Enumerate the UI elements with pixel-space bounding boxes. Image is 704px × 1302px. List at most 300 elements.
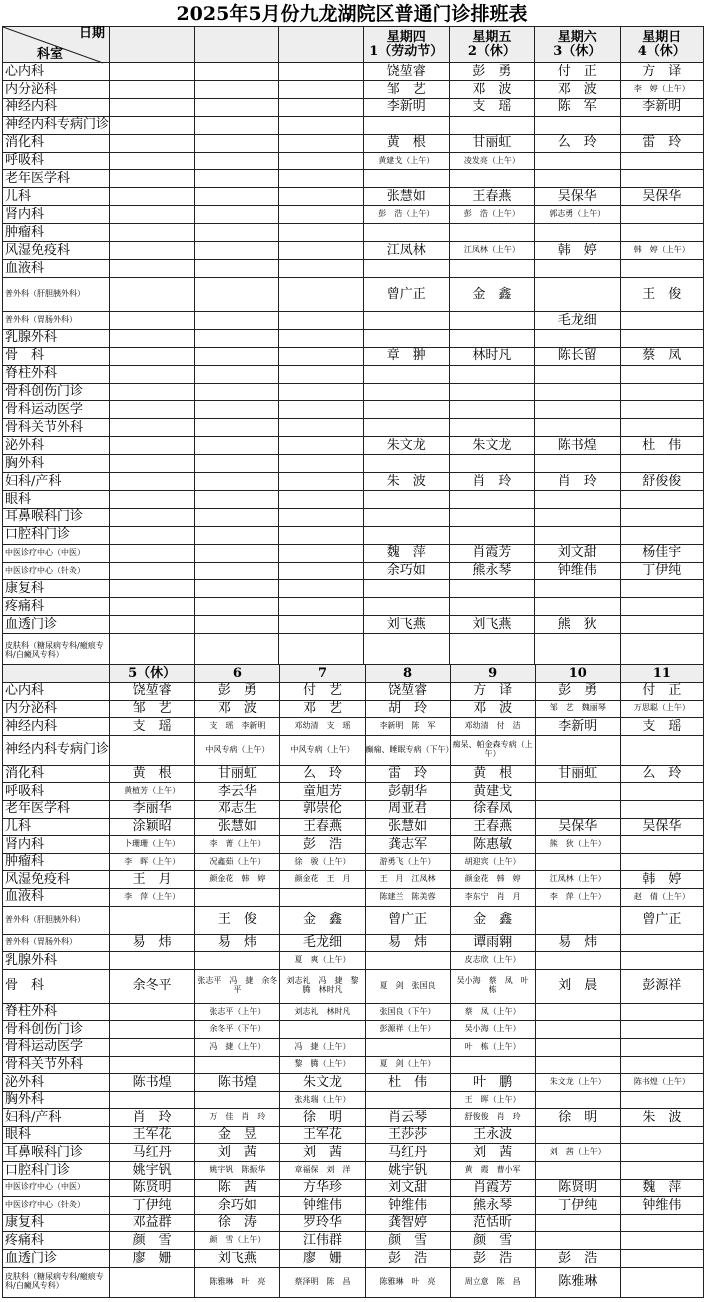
schedule-cell — [110, 188, 195, 206]
schedule-cell: 蔡泽明 陈 昌 — [280, 1267, 365, 1297]
schedule-cell — [535, 1126, 620, 1144]
dept-name: 消化科 — [3, 765, 110, 783]
schedule-cell: 张兆瑞（上午） — [280, 1091, 365, 1109]
dept-name: 肿瘤科 — [3, 224, 110, 242]
table-row — [3, 224, 704, 242]
schedule-cell: 颜金花 韩 婷 — [195, 871, 280, 889]
schedule-cell: 章 翀 — [363, 347, 449, 365]
schedule-cell — [620, 1162, 703, 1180]
schedule-cell — [110, 152, 195, 170]
schedule-cell: 江凤林（上午） — [449, 242, 534, 260]
schedule-cell — [363, 598, 449, 616]
schedule-cell — [620, 853, 703, 871]
table-row — [3, 401, 704, 419]
table-row — [3, 259, 704, 277]
schedule-cell — [194, 63, 279, 81]
schedule-cell: 钟维伟 — [365, 1197, 450, 1215]
schedule-cell — [194, 242, 279, 260]
schedule-cell: 彭 浩 — [280, 836, 365, 854]
schedule-cell — [535, 783, 620, 801]
schedule-cell — [195, 1091, 280, 1109]
schedule-cell: 肖霞芳 — [449, 544, 534, 562]
table-row — [3, 134, 704, 152]
dept-name: 普外科（肝胆胰外科） — [3, 906, 110, 934]
schedule-cell — [280, 888, 365, 906]
schedule-cell — [194, 401, 279, 419]
schedule-cell — [279, 170, 364, 188]
schedule-cell — [279, 508, 364, 526]
schedule-cell — [110, 1091, 195, 1109]
schedule-cell: 李 萍（上午） — [535, 888, 620, 906]
schedule-cell — [194, 490, 279, 508]
schedule-cell — [535, 116, 620, 134]
schedule-cell: 冯 捷（上午） — [280, 1038, 365, 1056]
schedule-cell — [110, 329, 195, 347]
schedule-cell — [280, 1021, 365, 1039]
table-row — [3, 365, 704, 383]
schedule-cell: 支 瑶 — [449, 98, 534, 116]
schedule-cell — [363, 365, 449, 383]
table-row — [3, 906, 704, 934]
empty-header-cell — [279, 27, 364, 63]
schedule-cell: 李 萍（上午） — [110, 888, 195, 906]
schedule-cell — [194, 437, 279, 455]
schedule-cell — [535, 735, 620, 765]
table-row — [3, 63, 704, 81]
schedule-cell: 甘丽虹 — [195, 765, 280, 783]
schedule-cell — [535, 634, 620, 668]
schedule-cell — [194, 455, 279, 473]
table-row — [3, 818, 704, 836]
schedule-cell: 江凤林 — [363, 242, 449, 260]
schedule-cell — [535, 800, 620, 818]
schedule-cell — [110, 98, 195, 116]
schedule-cell — [620, 1126, 703, 1144]
schedule-cell: 刘 茜（上午） — [535, 1144, 620, 1162]
schedule-cell — [279, 616, 364, 634]
schedule-cell: 廖 姗 — [280, 1250, 365, 1268]
schedule-cell: 刘 茜 — [280, 1144, 365, 1162]
schedule-cell — [620, 1250, 703, 1268]
schedule-cell: 邓志生 — [195, 800, 280, 818]
schedule-cell — [365, 952, 450, 970]
schedule-cell: 吴保华 — [620, 818, 703, 836]
table-row — [3, 170, 704, 188]
table-row — [3, 735, 704, 765]
schedule-cell — [110, 224, 195, 242]
schedule-cell — [535, 853, 620, 871]
schedule-cell: 邓 波 — [449, 80, 534, 98]
dept-label: 科室 — [37, 47, 64, 63]
table-row — [3, 580, 704, 598]
schedule-cell: 刘 茜 — [450, 1144, 535, 1162]
table-row — [3, 1056, 704, 1074]
schedule-cell: 曾广正 — [620, 906, 703, 934]
schedule-cell — [279, 473, 364, 491]
schedule-cell: 饶堃睿 — [110, 683, 195, 701]
schedule-cell — [535, 1021, 620, 1039]
table-row — [3, 1214, 704, 1232]
schedule-cell: 马红丹 — [365, 1144, 450, 1162]
schedule-cell: 熊永琴 — [449, 562, 534, 580]
schedule-cell: 么 玲 — [535, 134, 620, 152]
schedule-cell: 余冬平 — [110, 969, 195, 1003]
dept-name: 口腔科门诊 — [3, 526, 110, 544]
schedule-cell — [194, 224, 279, 242]
schedule-cell — [620, 224, 703, 242]
schedule-cell: 卜珊珊（上午） — [110, 836, 195, 854]
table-row — [3, 853, 704, 871]
schedule-cell — [363, 383, 449, 401]
schedule-cell — [279, 544, 364, 562]
corner-header — [3, 27, 110, 63]
table-row — [3, 242, 704, 260]
schedule-cell: 熊 狄（上午） — [535, 836, 620, 854]
schedule-cell: 王 晖（上午） — [450, 1091, 535, 1109]
schedule-cell — [110, 80, 195, 98]
schedule-cell — [110, 952, 195, 970]
schedule-cell — [194, 580, 279, 598]
date-label: 3（休） — [553, 43, 602, 59]
schedule-cell — [110, 526, 195, 544]
schedule-cell: 朱文龙 — [280, 1074, 365, 1092]
table-row — [3, 152, 704, 170]
schedule-cell: 痴呆、帕金森专病（上午） — [450, 735, 535, 765]
dept-name: 风湿免疫科 — [3, 242, 110, 260]
dept-name: 中医诊疗中心（中医） — [3, 1179, 110, 1197]
schedule-cell: 杜 伟 — [620, 437, 703, 455]
schedule-cell — [363, 329, 449, 347]
dept-name: 耳鼻喉科门诊 — [3, 1144, 110, 1162]
schedule-cell — [194, 311, 279, 329]
schedule-cell — [279, 277, 364, 311]
schedule-cell — [194, 188, 279, 206]
dept-name: 儿科 — [3, 188, 110, 206]
date-header: 11 — [620, 665, 703, 683]
table-row — [3, 419, 704, 437]
schedule-cell: 李新明 — [620, 98, 703, 116]
table-row — [3, 1021, 704, 1039]
schedule-cell — [620, 598, 703, 616]
schedule-cell — [620, 419, 703, 437]
dept-name: 肿瘤科 — [3, 853, 110, 871]
schedule-cell: 黄建戈 — [450, 783, 535, 801]
schedule-cell — [194, 134, 279, 152]
schedule-cell — [110, 490, 195, 508]
schedule-cell — [279, 259, 364, 277]
schedule-cell: 舒俊俊 肖 玲 — [450, 1109, 535, 1127]
schedule-cell: 林时凡 — [449, 347, 534, 365]
schedule-cell: 李东宁 肖 月 — [450, 888, 535, 906]
schedule-cell — [110, 473, 195, 491]
schedule-cell — [194, 419, 279, 437]
schedule-cell — [535, 526, 620, 544]
schedule-cell: 徐 明 — [535, 1109, 620, 1127]
schedule-cell — [449, 419, 534, 437]
schedule-cell — [279, 116, 364, 134]
schedule-cell — [110, 544, 195, 562]
dept-name: 胸外科 — [3, 455, 110, 473]
schedule-cell — [194, 544, 279, 562]
schedule-cell: 邓幼清 付 洁 — [450, 718, 535, 736]
schedule-cell — [535, 1038, 620, 1056]
schedule-cell — [279, 242, 364, 260]
schedule-cell — [449, 508, 534, 526]
dept-name: 神经内科专病门诊 — [3, 116, 110, 134]
schedule-cell: 夏 爽（上午） — [280, 952, 365, 970]
schedule-cell — [620, 580, 703, 598]
dept-name: 骨 科 — [3, 347, 110, 365]
schedule-cell: 余巧如 — [195, 1197, 280, 1215]
schedule-cell — [535, 1232, 620, 1250]
schedule-cell — [449, 383, 534, 401]
schedule-cell — [279, 98, 364, 116]
schedule-cell — [620, 526, 703, 544]
schedule-cell — [620, 783, 703, 801]
schedule-cell — [279, 598, 364, 616]
schedule-cell: 么 玲 — [280, 765, 365, 783]
schedule-cell — [620, 170, 703, 188]
schedule-cell: 易 炜 — [535, 934, 620, 952]
schedule-cell — [363, 634, 449, 668]
dept-name: 中医诊疗中心（针灸） — [3, 1197, 110, 1215]
schedule-cell: 中风专病（上午） — [195, 735, 280, 765]
schedule-cell — [620, 1091, 703, 1109]
schedule-cell — [279, 188, 364, 206]
schedule-cell: 方 译 — [450, 683, 535, 701]
dept-name: 老年医学科 — [3, 800, 110, 818]
dept-name: 疼痛科 — [3, 1232, 110, 1250]
schedule-cell — [620, 365, 703, 383]
schedule-cell: 钟维伟 — [535, 562, 620, 580]
schedule-cell: 蔡 凤 — [620, 347, 703, 365]
schedule-cell: 彭 浩（上午） — [449, 206, 534, 224]
schedule-cell: 陈 茜 — [195, 1179, 280, 1197]
schedule-cell — [449, 490, 534, 508]
schedule-cell: 颜 雪 — [365, 1232, 450, 1250]
dept-name: 儿科 — [3, 818, 110, 836]
dept-name: 消化科 — [3, 134, 110, 152]
schedule-cell: 罗玲华 — [280, 1214, 365, 1232]
day-header — [363, 27, 449, 63]
schedule-cell: 熊 狄 — [535, 616, 620, 634]
schedule-cell: 余冬平（下午） — [195, 1021, 280, 1039]
schedule-cell: 周立意 陈 昌 — [450, 1267, 535, 1297]
schedule-cell: 陈惠敏 — [450, 836, 535, 854]
schedule-cell: 方华珍 — [280, 1179, 365, 1197]
schedule-cell — [620, 206, 703, 224]
schedule-cell: 吴小海（上午） — [450, 1021, 535, 1039]
schedule-cell — [620, 836, 703, 854]
schedule-cell — [110, 116, 195, 134]
table-row — [3, 455, 704, 473]
schedule-cell: 邹 艺 — [110, 700, 195, 718]
schedule-cell — [279, 401, 364, 419]
day-header — [620, 27, 703, 63]
schedule-cell: 章福保 刘 洋 — [280, 1162, 365, 1180]
schedule-cell — [279, 526, 364, 544]
schedule-cell: 江伟群 — [280, 1232, 365, 1250]
schedule-cell: 邓益群 — [110, 1214, 195, 1232]
schedule-cell: 李 晖（上午） — [110, 853, 195, 871]
schedule-cell — [449, 580, 534, 598]
schedule-cell — [194, 526, 279, 544]
schedule-cell: 陈雅琳 — [535, 1267, 620, 1297]
schedule-cell — [620, 1267, 703, 1297]
dept-name: 妇科/产科 — [3, 1109, 110, 1127]
schedule-cell: 钟维伟 — [280, 1197, 365, 1215]
schedule-cell — [279, 206, 364, 224]
schedule-cell — [620, 259, 703, 277]
schedule-cell: 陈雅琳 叶 亮 — [195, 1267, 280, 1297]
schedule-cell: 黄 根 — [110, 765, 195, 783]
dept-name: 康复科 — [3, 580, 110, 598]
schedule-cell — [449, 329, 534, 347]
schedule-cell — [620, 1144, 703, 1162]
schedule-cell — [110, 1003, 195, 1021]
schedule-cell — [194, 562, 279, 580]
schedule-cell — [194, 206, 279, 224]
schedule-cell — [363, 401, 449, 419]
schedule-cell — [110, 347, 195, 365]
schedule-cell — [110, 735, 195, 765]
schedule-cell — [194, 116, 279, 134]
weekday-label: 星期日 — [642, 29, 682, 45]
table-row — [3, 490, 704, 508]
schedule-cell: 陈书煌 — [195, 1074, 280, 1092]
schedule-cell — [535, 259, 620, 277]
schedule-cell — [110, 906, 195, 934]
schedule-cell: 支 瑶 李新明 — [195, 718, 280, 736]
schedule-cell — [620, 800, 703, 818]
dept-name: 内分泌科 — [3, 80, 110, 98]
dept-name: 老年医学科 — [3, 170, 110, 188]
date-header: 7 — [280, 665, 365, 683]
dept-name: 脊柱外科 — [3, 365, 110, 383]
schedule-cell — [195, 952, 280, 970]
schedule-cell — [620, 329, 703, 347]
weekday-label: 星期六 — [557, 29, 597, 45]
schedule-cell: 李 婷（上午） — [620, 80, 703, 98]
schedule-cell — [279, 383, 364, 401]
schedule-cell — [363, 224, 449, 242]
schedule-cell: 徐 明 — [280, 1109, 365, 1127]
table-row — [3, 783, 704, 801]
schedule-cell: 朱文龙 — [363, 437, 449, 455]
dept-name: 骨科关节外科 — [3, 1056, 110, 1074]
schedule-cell: 颜 雪 — [450, 1232, 535, 1250]
schedule-cell: 王 俊 — [195, 906, 280, 934]
schedule-cell: 饶堃睿 — [363, 63, 449, 81]
schedule-cell — [535, 383, 620, 401]
schedule-cell: 朱 波 — [620, 1109, 703, 1127]
table-row — [3, 80, 704, 98]
schedule-cell: 熊永琴 — [450, 1197, 535, 1215]
schedule-cell: 癫痫、睡眠专病（下午） — [365, 735, 450, 765]
table-row — [3, 634, 704, 668]
schedule-cell — [363, 490, 449, 508]
table-row — [3, 765, 704, 783]
table-row — [3, 473, 704, 491]
table-row — [3, 718, 704, 736]
schedule-cell: 颜 雪（上午） — [195, 1232, 280, 1250]
schedule-cell — [110, 1038, 195, 1056]
schedule-cell: 中风专病（上午） — [280, 735, 365, 765]
dept-name: 肾内科 — [3, 206, 110, 224]
table-row — [3, 1179, 704, 1197]
schedule-cell — [620, 952, 703, 970]
schedule-cell: 肖云琴 — [365, 1109, 450, 1127]
schedule-cell: 王永波 — [450, 1126, 535, 1144]
dept-name: 中医诊疗中心（中医） — [3, 544, 110, 562]
schedule-cell — [110, 580, 195, 598]
table-row — [3, 1144, 704, 1162]
table-row — [3, 1232, 704, 1250]
date-label: 2（休） — [467, 43, 516, 59]
schedule-cell: 王 月 — [110, 871, 195, 889]
schedule-cell: 么 玲 — [620, 765, 703, 783]
schedule-cell — [620, 1038, 703, 1056]
empty-header-cell — [3, 665, 110, 683]
schedule-cell: 谭雨翱 — [450, 934, 535, 952]
schedule-cell: 皮志欣（上午） — [450, 952, 535, 970]
schedule-cell: 雷 玲 — [620, 134, 703, 152]
schedule-cell — [363, 259, 449, 277]
schedule-cell: 肖 玲 — [449, 473, 534, 491]
schedule-cell: 刘飞燕 — [195, 1250, 280, 1268]
date-header: 5（休） — [110, 665, 195, 683]
table-row — [3, 1038, 704, 1056]
schedule-cell — [535, 455, 620, 473]
schedule-cell: 支 瑶 — [110, 718, 195, 736]
schedule-cell: 陈 军 — [535, 98, 620, 116]
schedule-cell — [620, 311, 703, 329]
schedule-cell — [363, 508, 449, 526]
table-row — [3, 1162, 704, 1180]
schedule-cell: 李新明 陈 军 — [365, 718, 450, 736]
date-label: 4（休） — [637, 43, 686, 59]
schedule-cell: 叶 鹏 — [450, 1074, 535, 1092]
schedule-cell: 彭 浩 — [535, 1250, 620, 1268]
schedule-cell — [194, 98, 279, 116]
schedule-cell — [110, 242, 195, 260]
dept-name: 口腔科门诊 — [3, 1162, 110, 1180]
schedule-cell — [535, 329, 620, 347]
schedule-cell — [194, 473, 279, 491]
dept-name: 乳腺外科 — [3, 952, 110, 970]
schedule-cell: 韩 婷 — [620, 871, 703, 889]
schedule-cell: 魏 萍 — [363, 544, 449, 562]
table-row — [3, 98, 704, 116]
schedule-cell — [110, 134, 195, 152]
schedule-cell — [110, 419, 195, 437]
schedule-cell: 曾广正 — [365, 906, 450, 934]
schedule-cell — [620, 616, 703, 634]
schedule-cell — [535, 580, 620, 598]
dept-name: 呼吸科 — [3, 152, 110, 170]
schedule-cell — [110, 206, 195, 224]
schedule-cell: 付 正 — [620, 683, 703, 701]
schedule-cell — [195, 888, 280, 906]
schedule-cell: 蔡 凤（上午） — [450, 1003, 535, 1021]
schedule-cell: 刘志礼 冯 捷 黎 腾 林时凡 — [280, 969, 365, 1003]
schedule-cell: 金 昱 — [195, 1126, 280, 1144]
schedule-cell: 钟维伟 — [620, 1197, 703, 1215]
schedule-cell: 吴保华 — [620, 188, 703, 206]
schedule-cell: 邓 波 — [535, 80, 620, 98]
schedule-cell: 王军花 — [280, 1126, 365, 1144]
schedule-cell — [449, 170, 534, 188]
